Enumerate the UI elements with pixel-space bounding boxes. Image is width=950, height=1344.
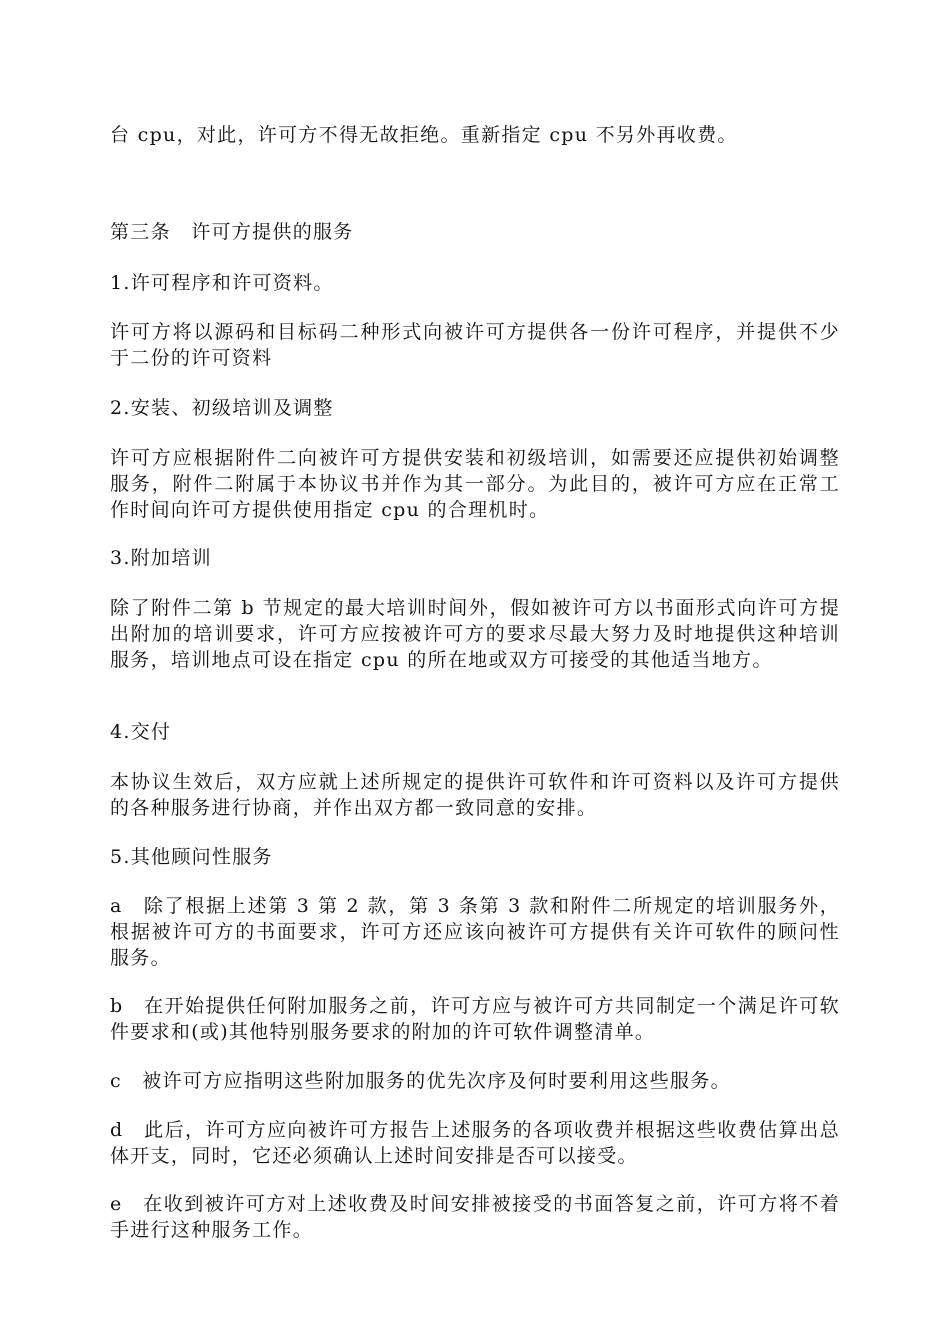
paragraph-cpu-reassignment: 台 cpu，对此，许可方不得无故拒绝。重新指定 cpu 不另外再收费。 xyxy=(110,124,738,146)
subheading-licensed-program: 1.许可程序和许可资料。 xyxy=(110,272,334,294)
clause-d: d 此后，许可方应向被许可方报告上述服务的各项收费并根据这些收费估算出总体开支，同时，它还必须确认上述时间安排是否可以接受。 xyxy=(110,1119,840,1167)
subheading-consulting-services: 5.其他顾问性服务 xyxy=(110,846,273,868)
subheading-delivery: 4.交付 xyxy=(110,721,172,743)
paragraph-delivery: 本协议生效后，双方应就上述所规定的提供许可软件和许可资料以及许可方提供的各种服务进行协商，并作出双方都一致同意的安排。 xyxy=(110,771,840,819)
heading-article-three: 第三条 许可方提供的服务 xyxy=(110,221,354,243)
clause-c: c 被许可方应指明这些附加服务的优先次序及何时要利用这些服务。 xyxy=(110,1070,731,1092)
clause-a: a 除了根据上述第 3 第 2 款，第 3 条第 3 款和附件二所规定的培训服务外，根据被许可方的书面要求，许可方还应该向被许可方提供有关许可软件的顾问性服务。 xyxy=(110,895,840,969)
subheading-additional-training: 3.附加培训 xyxy=(110,547,212,569)
clause-e: e 在收到被许可方对上述收费及时间安排被接受的书面答复之前，许可方将不着手进行这种服务工作。 xyxy=(110,1193,840,1241)
subheading-installation-training: 2.安装、初级培训及调整 xyxy=(110,397,334,419)
paragraph-licensed-program: 许可方将以源码和目标码二种形式向被许可方提供各一份许可程序，并提供不少于二份的许可资料 xyxy=(110,321,840,369)
paragraph-installation-training: 许可方应根据附件二向被许可方提供安装和初级培训，如需要还应提供初始调整服务，附件二附属于本协议书并作为其一部分。为此目的，被许可方应在正常工作时间向许可方提供使用指定 cpu 的合理机时。 xyxy=(110,447,840,521)
paragraph-additional-training: 除了附件二第 b 节规定的最大培训时间外，假如被许可方以书面形式向许可方提出附加的培训要求，许可方应按被许可方的要求尽最大努力及时地提供这种培训服务，培训地点可设在指定 cpu 的所在地或双方可接受的其他适当地方。 xyxy=(110,597,840,671)
clause-b: b 在开始提供任何附加服务之前，许可方应与被许可方共同制定一个满足许可软件要求和(或)其他特别服务要求的附加的许可软件调整清单。 xyxy=(110,995,840,1043)
